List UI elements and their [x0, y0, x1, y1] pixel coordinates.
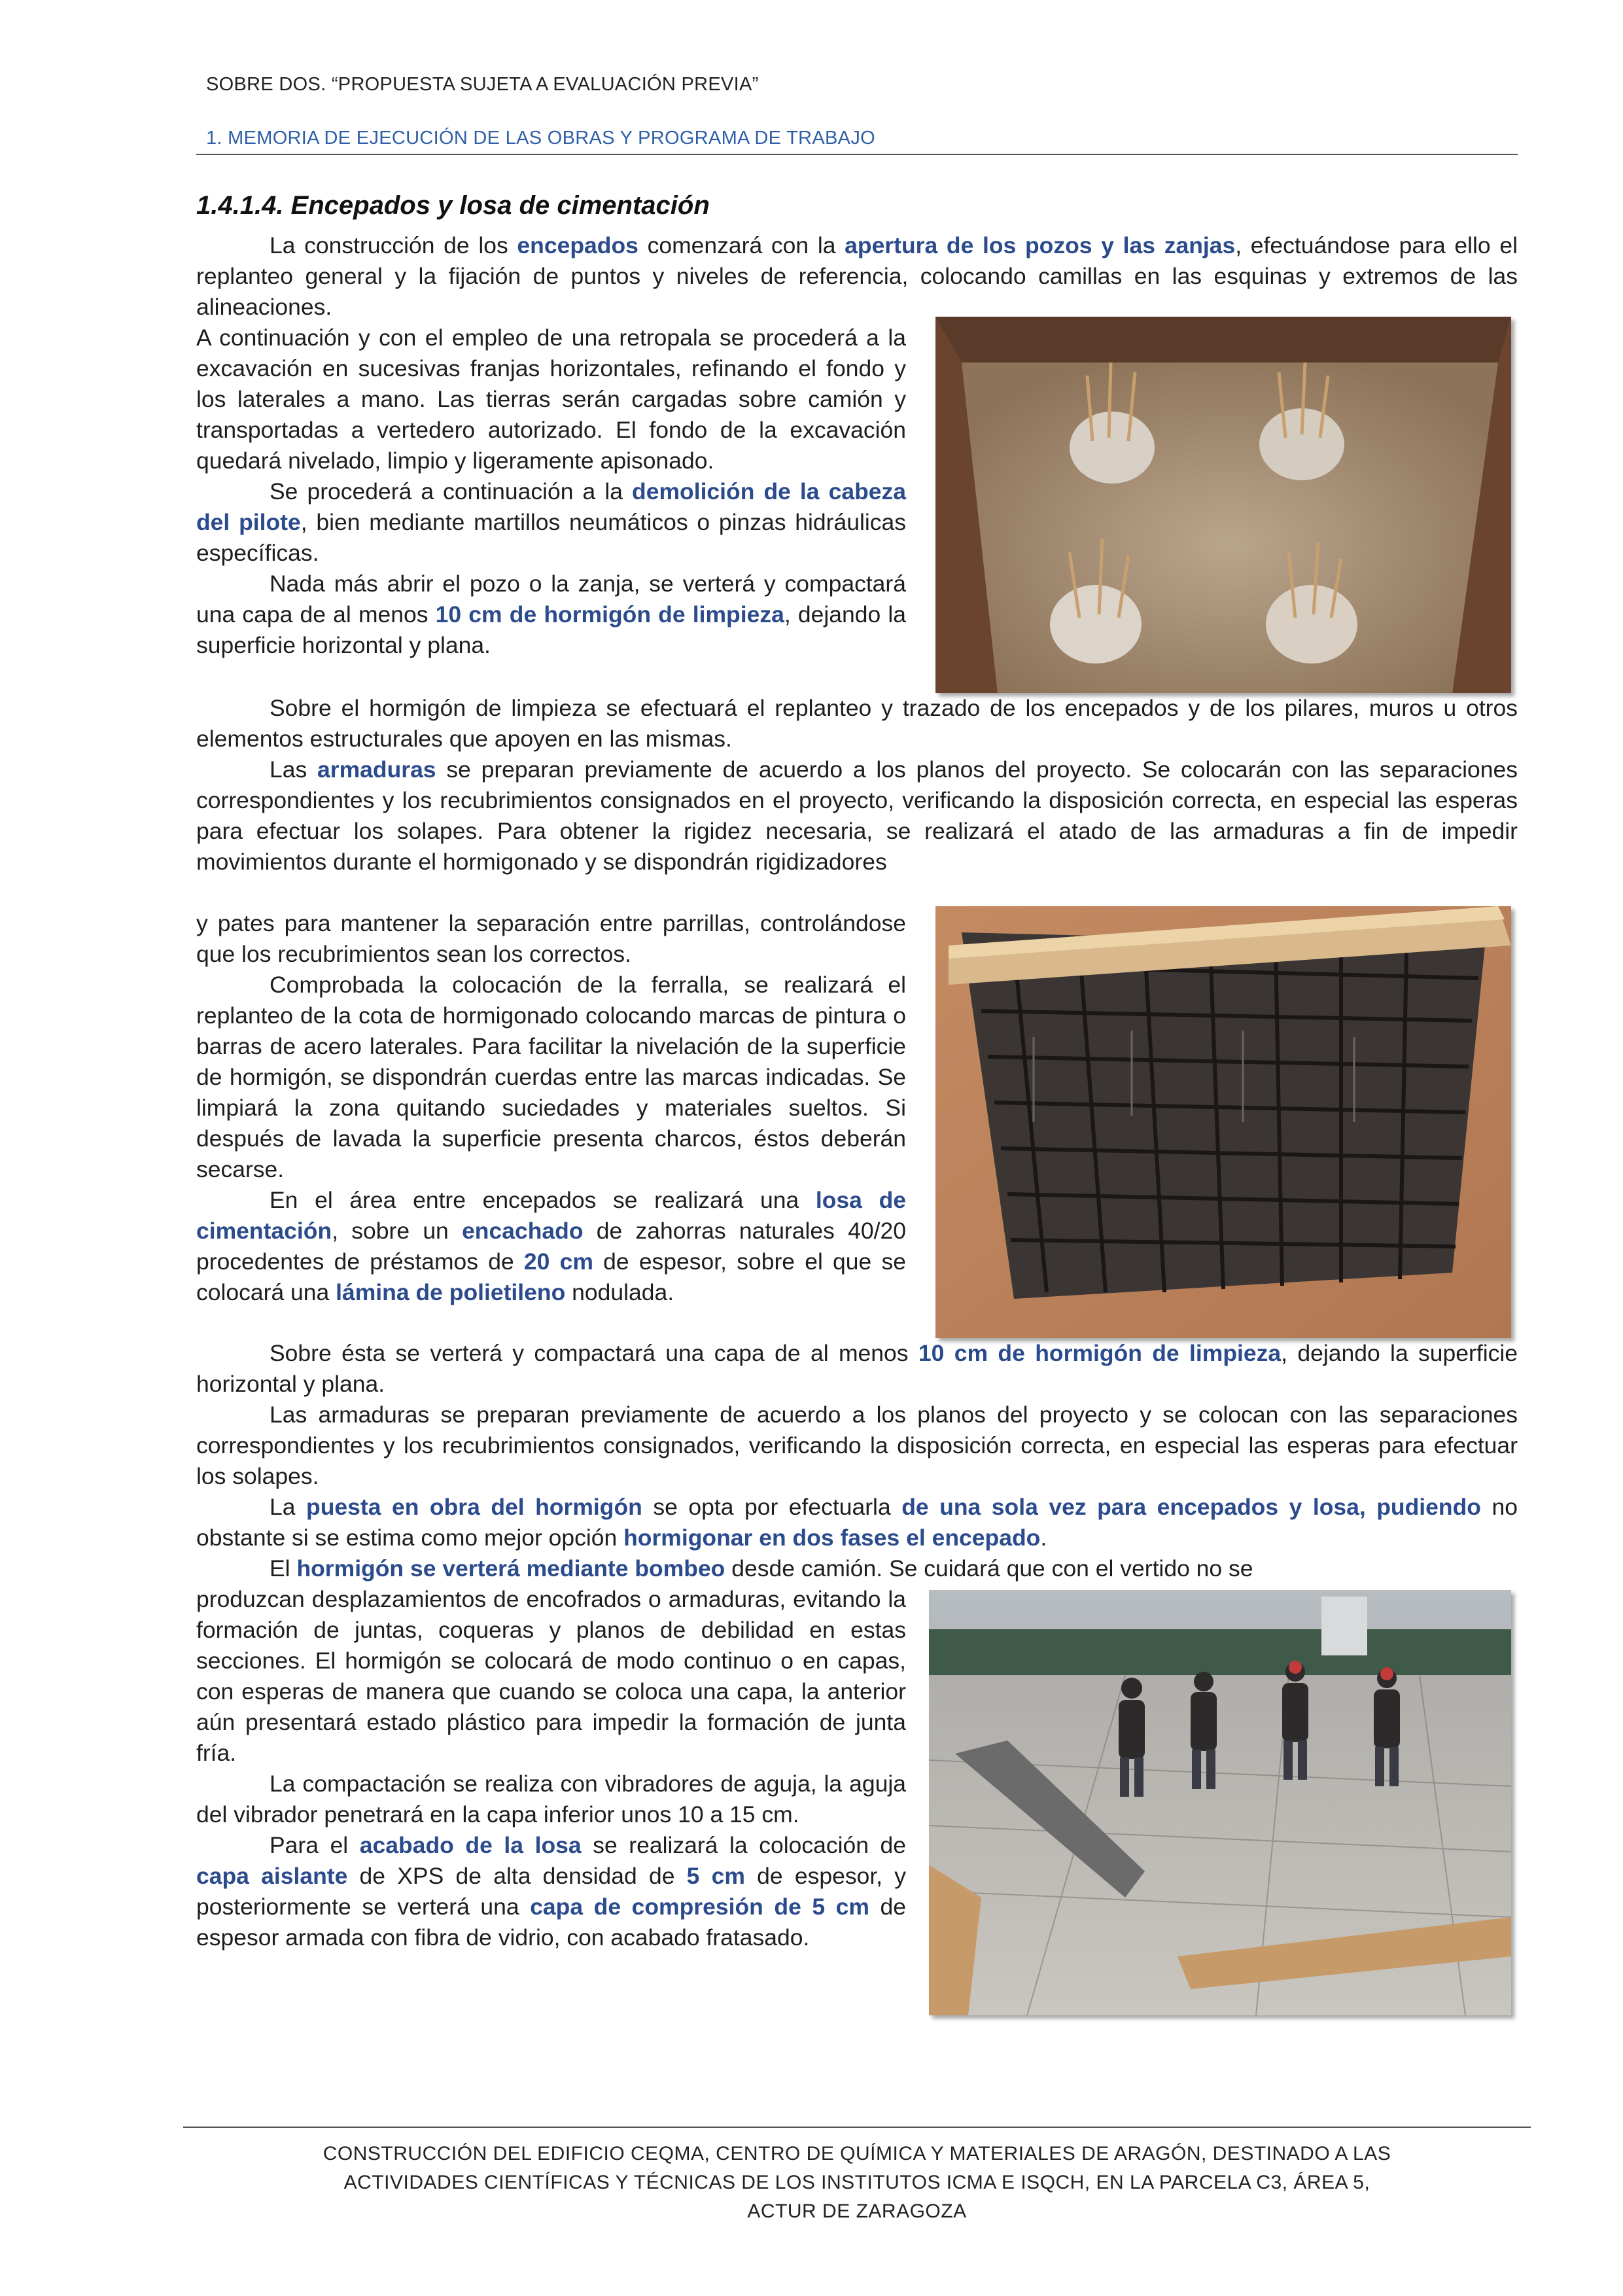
section-title: 1.4.1.4. Encepados y losa de cimentación [196, 191, 710, 220]
paragraph-14: Para el acabado de la losa se realizará la colocación de capa aislante de XPS de alta densidad de 5 cm de espesor, y posteriormente se verterá una capa de compresión de 5 cm de espesor armada con fibra de vidrio, con acabado fratasado. [196, 1832, 907, 1951]
photo-concrete-pouring [929, 1590, 1511, 2015]
paragraph-13: La compactación se realiza con vibradores de aguja, la aguja del vibrador penetrará en la capa inferior unos 10 a 15 cm. [196, 1771, 906, 1828]
paragraph-3: Se procederá a continuación a la demolición de la cabeza del pilote, bien mediante martillos neumáticos o pinzas hidráulicas específicas. [196, 478, 906, 566]
paragraph-9: Sobre ésta se verterá y compactará una capa de al menos 10 cm de hormigón de limpieza, dejando la superficie horizontal y plana. [196, 1340, 1518, 1397]
highlight: losa de cimentación [196, 1187, 906, 1244]
highlight: lámina de polietileno [336, 1279, 566, 1305]
paragraph-2: A continuación y con el empleo de una retropala se procederá a la excavación en sucesivas franjas horizontales, refinando el fondo y los laterales a mano. Las tierras serán cargadas sobre camión y transportadas a vertedero autorizado. El fondo de la excavación quedará nivelado, limpio y ligeramente apisonado. [196, 325, 906, 474]
document-footer [183, 2140, 1531, 2226]
document-header-subtitle: 1. MEMORIA DE EJECUCIÓN DE LAS OBRAS Y PROGRAMA DE TRABAJO [206, 128, 875, 149]
highlight: 20 cm [523, 1248, 593, 1275]
highlight: acabado de la losa [359, 1832, 582, 1858]
paragraph-12: El hormigón se verterá mediante bombeo desde camión. Se cuidará que con el vertido no se [270, 1555, 1253, 1581]
excavation-image [935, 317, 1511, 693]
header-divider [196, 154, 1518, 155]
document-header-title: SOBRE DOS. “PROPUESTA SUJETA A EVALUACIÓN PREVIA” [206, 74, 759, 95]
highlight: encachado [462, 1218, 584, 1244]
text-block-excavation [196, 323, 906, 661]
paragraph-8: En el área entre encepados se realizará una losa de cimentación, sobre un encachado de zahorras naturales 40/20 procedentes de préstamos de 20 cm de espesor, sobre el que se colocará una lámina de polietileno nodulada. [196, 1187, 906, 1305]
highlight: demolición de la cabeza del pilote [196, 478, 906, 535]
highlight: puesta en obra del hormigón [306, 1494, 642, 1520]
highlight: 10 cm de hormigón de limpieza [918, 1340, 1282, 1366]
text-block-leveling [196, 908, 906, 1308]
concrete-image [929, 1590, 1511, 2015]
paragraph-4: Nada más abrir el pozo o la zanja, se verterá y compactará una capa de al menos 10 cm de hormigón de limpieza, dejando la superficie horizontal y plana. [196, 571, 906, 658]
paragraph-6: Las armaduras se preparan previamente de acuerdo a los planos del proyecto. Se colocarán con las separaciones correspondientes y los recubrimientos consignados en el proyecto, verificando la disposición correcta, en especial las esperas para efectuar los solapes. Para obtener la rigidez necesaria, se realizará el atado de las armaduras a fin de impedir movimientos durante el hormigonado y se dispondrán rigidizadores [196, 756, 1518, 875]
paragraph-6-continued: y pates para mantener la separación entre parrillas, controlándose que los recubrimientos sean los correctos. [196, 910, 906, 967]
photo-rebar-cage [935, 906, 1511, 1338]
footer-line-2: ACTIVIDADES CIENTÍFICAS Y TÉCNICAS DE LOS INSTITUTOS ICMA E ISQCH, EN LA PARCELA C3, ÁREA 5, [343, 2172, 1370, 2193]
highlight: apertura de los pozos y las zanjas [845, 232, 1236, 258]
paragraph-5: Sobre el hormigón de limpieza se efectuará el replanteo y trazado de los encepados y de los pilares, muros u otros elementos estructurales que apoyen en las mismas. [196, 695, 1518, 752]
paragraph-1: La construcción de los encepados comenzará con la apertura de los pozos y las zanjas, efectuándose para ello el replanteo general y la fijación de puntos y niveles de referencia, colocando camillas en las esquinas y extremos de las alineaciones. [196, 232, 1518, 320]
highlight: de una sola vez para encepados y losa, pudiendo [901, 1494, 1481, 1520]
text-block-concrete [196, 1338, 1518, 1584]
rebar-image [935, 906, 1511, 1338]
paragraph-11: La puesta en obra del hormigón se opta por efectuarla de una sola vez para encepados y losa, pudiendo no obstante si se estima como mejor opción hormigonar en dos fases el encepado. [196, 1494, 1518, 1551]
highlight: 10 cm de hormigón de limpieza [435, 601, 784, 627]
highlight: encepados [517, 232, 638, 258]
paragraph-7: Comprobada la colocación de la ferralla, se realizará el replanteo de la cota de hormigonado colocando marcas de pintura o barras de acero laterales. Para facilitar la nivelación de la superficie de hormigón, se dispondrán cuerdas entre las marcas indicadas. Se limpiará la zona quitando suciedades y materiales sueltos. Si después de lavada la superficie presenta charcos, éstos deberán secarse. [196, 972, 906, 1182]
text-block-reinforcement [196, 693, 1518, 877]
footer-line-1: CONSTRUCCIÓN DEL EDIFICIO CEQMA, CENTRO DE QUÍMICA Y MATERIALES DE ARAGÓN, DESTINADO A LAS [323, 2143, 1391, 2164]
footer-line-3: ACTUR DE ZARAGOZA [747, 2200, 967, 2222]
highlight: armaduras [317, 756, 436, 783]
highlight: 5 cm [686, 1863, 745, 1889]
paragraph-10: Las armaduras se preparan previamente de acuerdo a los planos del proyecto y se colocan con las separaciones correspondientes y los recubrimientos consignados, verificando la disposición correcta, en especial las esperas para efectuar los solapes. [196, 1402, 1518, 1489]
text-block-intro [196, 230, 1518, 323]
highlight: hormigonar en dos fases el encepado [623, 1525, 1041, 1551]
footer-divider [183, 2127, 1531, 2128]
highlight: capa de compresión de 5 cm [530, 1894, 869, 1920]
photo-excavation-pile-heads [935, 317, 1511, 693]
paragraph-12-continued: produzcan desplazamientos de encofrados o armaduras, evitando la formación de juntas, coqueras y planos de debilidad en estas secciones. El hormigón se colocará de modo continuo o en capas, con esperas de manera que cuando se coloca una capa, la anterior aún presentará estado plástico para impedir la formación de junta fría. [196, 1586, 906, 1766]
text-block-finishing [196, 1584, 906, 1953]
highlight: hormigón se verterá mediante bombeo [296, 1555, 725, 1581]
highlight: capa aislante [196, 1863, 348, 1889]
